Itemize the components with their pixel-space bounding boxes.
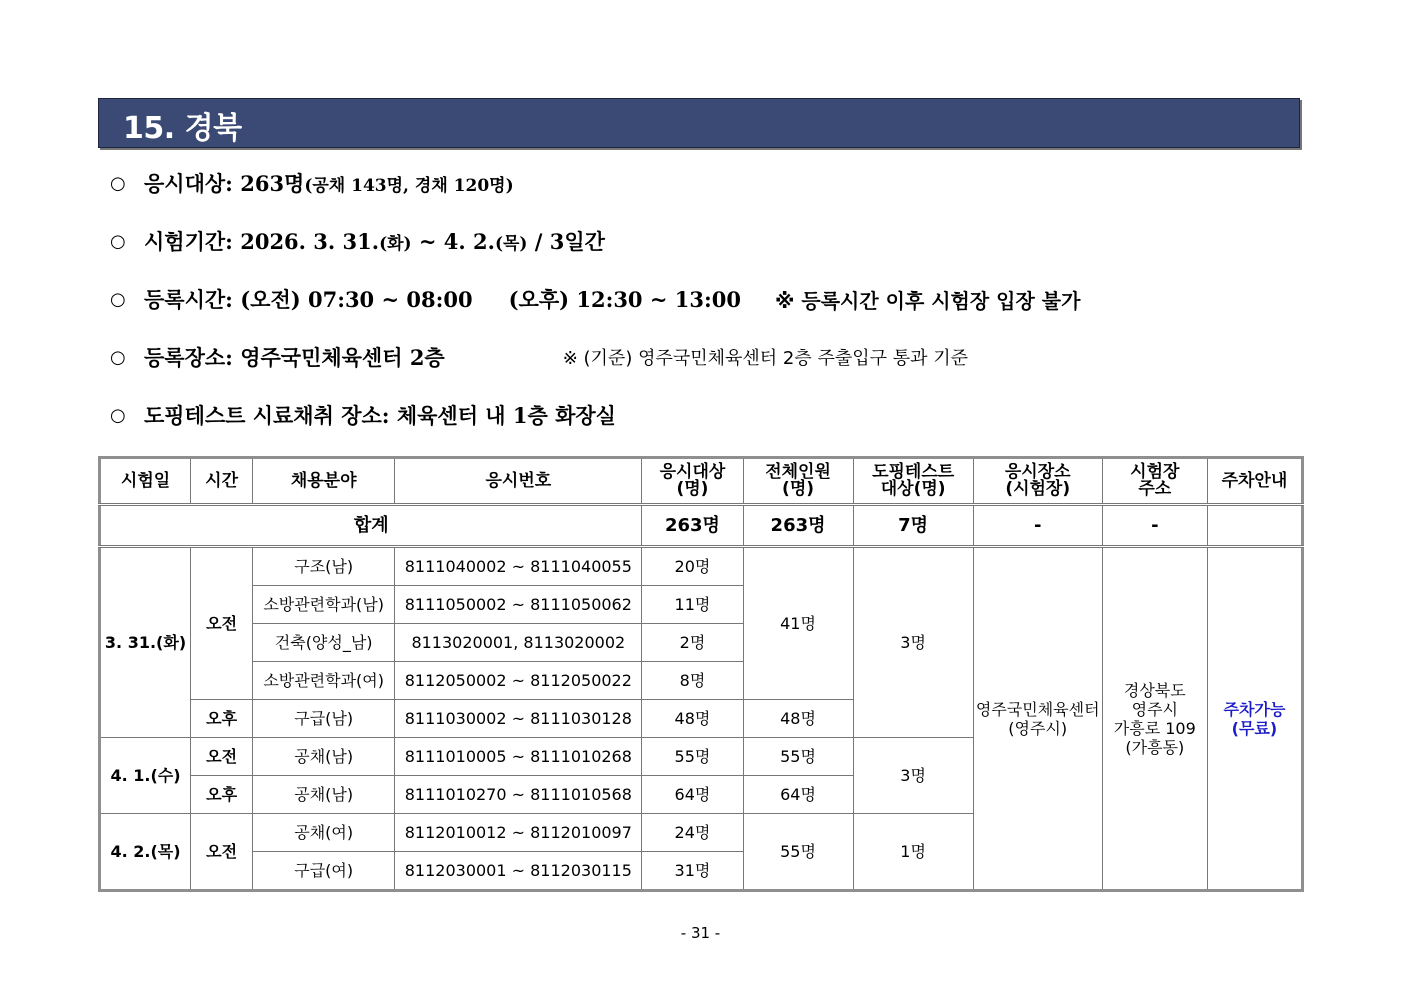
number-cell: 8112010012 ~ 8112010097 [395, 814, 642, 852]
section-banner [98, 98, 1300, 148]
number-cell: 8111010270 ~ 8111010568 [395, 776, 642, 814]
time-cell: 오전 [191, 738, 253, 776]
number-cell: 8112030001 ~ 8112030115 [395, 852, 642, 891]
field-cell: 공채(남) [253, 738, 395, 776]
period-end-day: (목) [494, 233, 528, 254]
field-cell: 건축(양성_남) [253, 624, 395, 662]
period-label: 시험기간: [144, 229, 233, 254]
header-field: 채용분야 [253, 458, 395, 505]
total-parking [1207, 505, 1302, 547]
total-doping: 7명 [853, 505, 973, 547]
number-cell: 8111030002 ~ 8111030128 [395, 700, 642, 738]
total-applicants: 263명 [642, 505, 743, 547]
circle-bullet-icon: ○ [110, 230, 126, 252]
header-doping: 도핑테스트 대상(명) [853, 458, 973, 505]
time-cell: 오후 [191, 700, 253, 738]
applicants-cell: 8명 [642, 662, 743, 700]
number-cell: 8111050002 ~ 8111050062 [395, 586, 642, 624]
venue-cell: 영주국민체육센터 (영주시) [973, 547, 1102, 891]
reg-place-label: 등록장소: [144, 345, 233, 370]
exam-schedule-table [98, 456, 1304, 892]
bullet-doping-place [110, 397, 616, 433]
reg-time-note: ※ 등록시간 이후 시험장 입장 불가 [774, 288, 1081, 313]
number-cell: 8111040002 ~ 8111040055 [395, 547, 642, 586]
applicants-cell: 20명 [642, 547, 743, 586]
total-address: - [1102, 505, 1207, 547]
period-end: ~ 4. 2. [411, 228, 495, 254]
field-cell: 구급(여) [253, 852, 395, 891]
circle-bullet-icon: ○ [110, 404, 126, 426]
period-start: 2026. 3. 31. [240, 228, 380, 254]
period-duration: / 3일간 [527, 229, 605, 254]
reg-time-label: 등록시간: [144, 287, 233, 312]
applicants-cell: 11명 [642, 586, 743, 624]
table-header-row [100, 458, 1303, 505]
reg-time-am: (오전) 07:30 ~ 08:00 [240, 287, 473, 312]
reg-place-value: 영주국민체육센터 2층 [240, 345, 445, 370]
circle-bullet-icon: ○ [110, 172, 126, 194]
date-cell: 4. 1.(수) [100, 738, 191, 814]
time-cell: 오후 [191, 776, 253, 814]
reg-place-note: ※ (기준) 영주국민체육센터 2층 주출입구 통과 기준 [562, 348, 968, 369]
bullet-applicants [110, 165, 514, 201]
circle-bullet-icon: ○ [110, 288, 126, 310]
bullet-registration-time [110, 281, 1080, 317]
period-start-day: (화) [379, 233, 412, 254]
bullet-exam-period [110, 223, 605, 259]
total-cell: 41명 [743, 547, 853, 700]
field-cell: 구조(남) [253, 547, 395, 586]
doping-cell: 1명 [853, 814, 973, 891]
time-cell: 오전 [191, 547, 253, 700]
header-date: 시험일 [100, 458, 191, 505]
reg-time-pm: (오후) 12:30 ~ 13:00 [508, 287, 741, 312]
applicants-value: 263명 [240, 171, 305, 196]
table-row [100, 547, 1303, 586]
doping-cell: 3명 [853, 547, 973, 738]
page-number: - 31 - [680, 924, 721, 942]
header-applicants: 응시대상 (명) [642, 458, 743, 505]
applicants-detail: (공채 143명, 경채 120명) [304, 175, 514, 196]
applicants-cell: 55명 [642, 738, 743, 776]
total-cell: 55명 [743, 738, 853, 776]
total-cell: 55명 [743, 814, 853, 891]
field-cell: 구급(남) [253, 700, 395, 738]
date-cell: 3. 31.(화) [100, 547, 191, 738]
field-cell: 소방관련학과(여) [253, 662, 395, 700]
date-cell: 4. 2.(목) [100, 814, 191, 891]
field-cell: 공채(남) [253, 776, 395, 814]
number-cell: 8111010005 ~ 8111010268 [395, 738, 642, 776]
applicants-cell: 24명 [642, 814, 743, 852]
doping-place-value: 체육센터 내 1층 화장실 [396, 403, 616, 428]
address-cell: 경상북도 영주시 가흥로 109 (가흥동) [1102, 547, 1207, 891]
field-cell: 소방관련학과(남) [253, 586, 395, 624]
applicants-cell: 31명 [642, 852, 743, 891]
circle-bullet-icon: ○ [110, 346, 126, 368]
table-total-row [100, 505, 1303, 547]
applicants-cell: 64명 [642, 776, 743, 814]
parking-cell: 주차가능 (무료) [1207, 547, 1302, 891]
header-address: 시험장 주소 [1102, 458, 1207, 505]
header-parking: 주차안내 [1207, 458, 1302, 505]
field-cell: 공채(여) [253, 814, 395, 852]
header-number: 응시번호 [395, 458, 642, 505]
section-title: 15. 경북 [123, 111, 242, 146]
total-label: 합계 [100, 505, 642, 547]
applicants-cell: 48명 [642, 700, 743, 738]
doping-cell: 3명 [853, 738, 973, 814]
total-venue: - [973, 505, 1102, 547]
header-venue: 응시장소 (시험장) [973, 458, 1102, 505]
number-cell: 8112050002 ~ 8112050022 [395, 662, 642, 700]
applicants-label: 응시대상: [144, 171, 233, 196]
applicants-cell: 2명 [642, 624, 743, 662]
number-cell: 8113020001, 8113020002 [395, 624, 642, 662]
header-time: 시간 [191, 458, 253, 505]
header-total: 전체인원 (명) [743, 458, 853, 505]
bullet-registration-place [110, 339, 968, 375]
doping-place-label: 도핑테스트 시료채취 장소: [144, 403, 390, 428]
time-cell: 오전 [191, 814, 253, 891]
total-cell: 48명 [743, 700, 853, 738]
total-total: 263명 [743, 505, 853, 547]
total-cell: 64명 [743, 776, 853, 814]
